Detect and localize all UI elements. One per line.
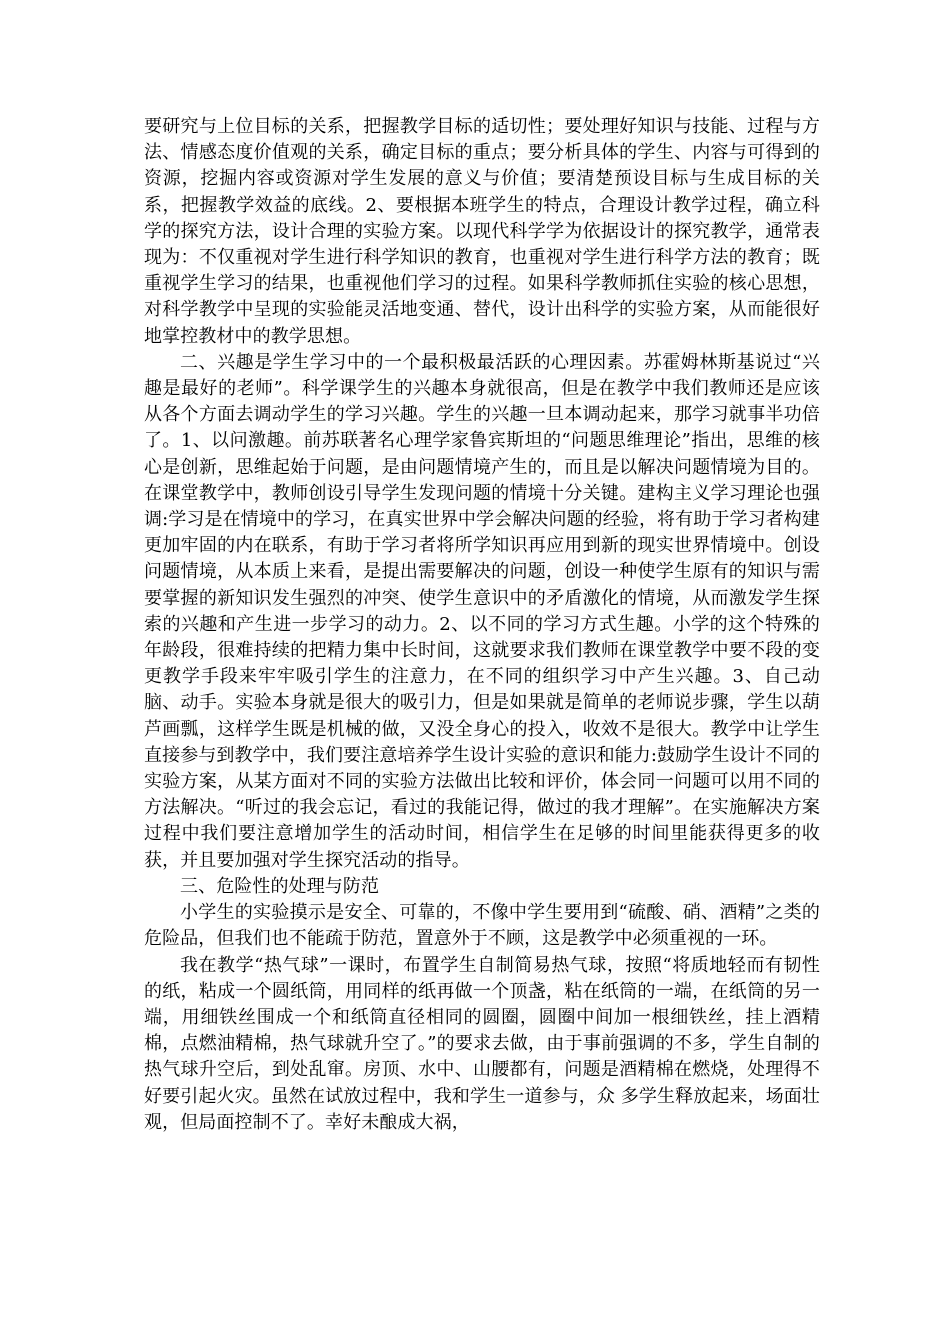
paragraph-hot-air-balloon: 我在教学“热气球”一课时，布置学生自制简易热气球，按照“将质地轻而有韧性的纸，粘成一个圆纸筒，用同样的纸再做一个顶盏，粘在纸筒的一端，在纸筒的另一端，用细铁丝围成一个和纸筒直径相同的圆圈，圆圈中间加一根细铁丝，挂上酒精棉，点燃油精棉，热气球就升空了。”的要求去做，由于事前强调的不多，学生自制的热气球升空后，到处乱窜。房顶、水中、山腰都有，问题是酒精棉在燃烧，处理得不好要引起火灾。虽然在试放过程中，我和学生一道参与，众 多学生释放起来，场面壮观，但局面控制不了。幸好未酿成大祸，	[144, 954, 820, 1133]
section-heading-danger: 三、危险性的处理与防范	[180, 875, 380, 897]
paragraph-goals: 要研究与上位目标的关系，把握教学目标的适切性；要处理好知识与技能、过程与方法、情感态度价值观的关系，确定目标的重点；要分析具体的学生、内容与可得到的资源，挖掘内容或资源对学生发展的意义与价值；要清楚预设目标与生成目标的关系，把握教学效益的底线。2、要根据本班学生的特点，合理设计教学过程，确立科学的探究方法，设计合理的实验方案。以现代科学学为依据设计的探究教学，通常表现为：不仅重视对学生进行科学知识的教育，也重视对学生进行科学方法的教育；既重视学生学习的结果，也重视他们学习的过程。如果科学教师抓住实验的核心思想，对科学教学中呈现的实验能灵活地变通、替代，设计出科学的实验方案，从而能很好地掌控教材中的教学思想。	[144, 116, 820, 347]
paragraph-interest: 二、兴趣是学生学习中的一个最积极最活跃的心理因素。苏霍姆林斯基说过“兴趣是最好的老师”。科学课学生的兴趣本身就很高，但是在教学中我们教师还是应该从各个方面去调动学生的学习兴趣。学生的兴趣一旦本调动起来，那学习就事半功倍了。1、以问激趣。前苏联著名心理学家鲁宾斯坦的“问题思维理论”指出，思维的核心是创新，思维起始于问题，是由问题情境产生的，而且是以解决问题情境为目的。在课堂教学中，教师创设引导学生发现问题的情境十分关键。建构主义学习理论也强调:学习是在情境中的学习，在真实世界中学会解决问题的经验，将有助于学习者构建更加牢固的内在联系，有助于学习者将所学知识再应用到新的现实世界情境中。创设问题情境，从本质上来看，是提出需要解决的问题，创设一种使学生原有的知识与需要掌握的新知识发生强烈的冲突、使学生意识中的矛盾激化的情境，从而激发学生探索的兴趣和产生进一步学习的动力。2、以不同的学习方式生趣。小学的这个特殊的年龄段，很难持续的把精力集中长时间，这就要求我们教师在课堂教学中要不段的变更教学手段来牢牢吸引学生的注意力，在不同的组织学习中产生兴趣。3、自己动脑、动手。实验本身就是很大的吸引力，但是如果就是简单的老师说步骤，学生以葫芦画瓢，这样学生既是机械的做，又没全身心的投入，收效不是很大。教学中让学生直接参与到教学中，我们要注意培养学生设计实验的意识和能力:鼓励学生设计不同的实验方案，从某方面对不同的实验方法做出比较和评价，体会同一问题可以用不同的方法解决。“听过的我会忘记，看过的我能记得，做过的我才理解”。在实施解决方案过程中我们要注意增加学生的活动时间，相信学生在足够的时间里能获得更多的收获，并且要加强对学生探究活动的指导。	[144, 351, 820, 871]
paragraph-safety: 小学生的实验摸示是安全、可靠的，不像中学生要用到“硫酸、硝、酒精”之类的危险品，但我们也不能疏于防范，置意外于不顾，这是教学中必须重视的一环。	[144, 902, 820, 950]
